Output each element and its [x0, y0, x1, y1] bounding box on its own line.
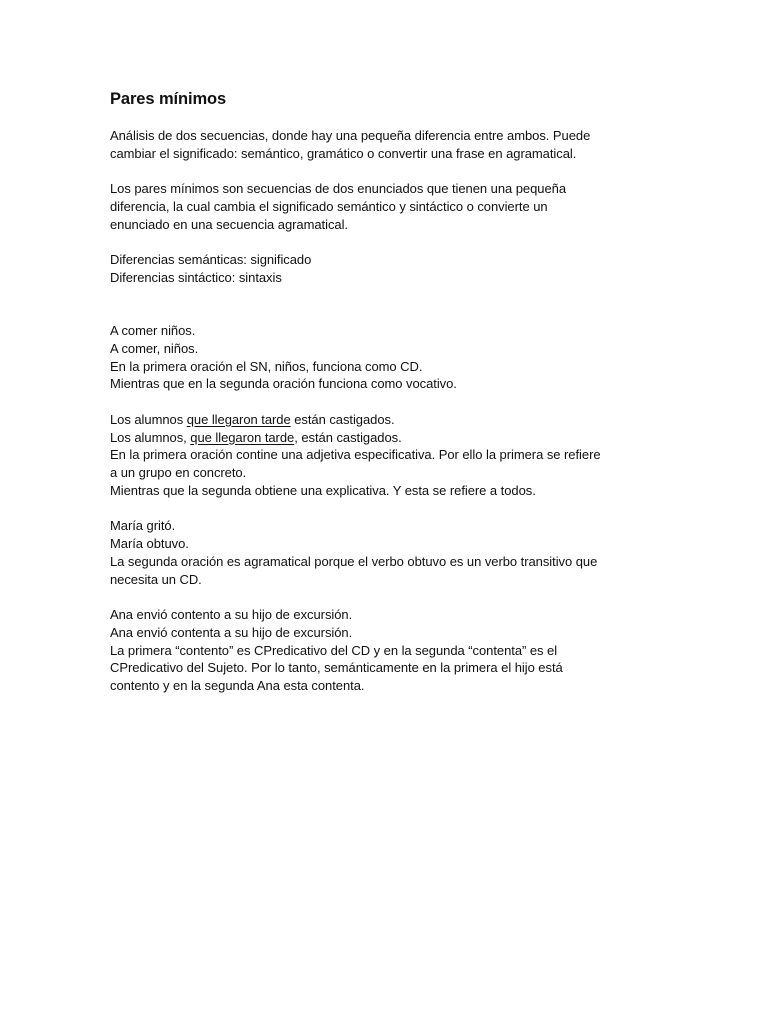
text-line: En la primera oración el SN, niños, funciona como CD. [110, 358, 423, 374]
text-line: CPredicativo del Sujeto. Por lo tanto, semánticamente en la primera el hijo está [110, 660, 563, 676]
text-line [110, 411, 670, 429]
text-segment: Los alumnos [110, 411, 187, 427]
text-segment: , están castigados. [294, 429, 402, 445]
example-4 [110, 606, 670, 695]
text-line: enunciado en una secuencia agramatical. [110, 216, 348, 232]
text-line [110, 429, 670, 447]
definition-paragraph [110, 180, 670, 233]
text-line: En la primera oración contine una adjetiva especificativa. Por ello la primera se refiere [110, 447, 601, 463]
text-segment: Los alumnos, [110, 429, 191, 445]
text-line: Ana envió contento a su hijo de excursión. [110, 606, 353, 622]
document-page [110, 88, 670, 712]
text-line: Mientras que la segunda obtiene una explicativa. Y esta se refiere a todos. [110, 482, 536, 498]
text-line: diferencia, la cual cambia el significado semántico y sintáctico o convierte un [110, 198, 548, 214]
text-line: Mientras que en la segunda oración funciona como vocativo. [110, 376, 457, 392]
differences-paragraph [110, 251, 670, 287]
text-line: Los pares mínimos son secuencias de dos enunciados que tienen una pequeña [110, 181, 567, 197]
text-line: La primera “contento” es CPredicativo del CD y en la segunda “contenta” es el [110, 642, 558, 658]
example-1 [110, 322, 670, 393]
text-line: A comer niños. [110, 323, 196, 339]
text-line: cambiar el significado: semántico, gramático o convertir una frase en agramatical. [110, 145, 577, 161]
text-line: a un grupo en concreto. [110, 465, 247, 481]
intro-paragraph [110, 127, 670, 163]
example-2 [110, 411, 670, 500]
text-line: Diferencias sintáctico: sintaxis [110, 269, 282, 285]
text-segment: están castigados. [290, 411, 395, 427]
text-line: contento y en la segunda Ana esta contenta. [110, 678, 365, 694]
text-line: Diferencias semánticas: significado [110, 251, 312, 267]
example-3 [110, 517, 670, 588]
text-line: A comer, niños. [110, 340, 199, 356]
text-line: La segunda oración es agramatical porque el verbo obtuvo es un verbo transitivo que [110, 553, 598, 569]
document-title: Pares mínimos [110, 90, 227, 108]
text-line: María obtuvo. [110, 536, 189, 552]
text-line: María gritó. [110, 518, 176, 534]
text-line: necesita un CD. [110, 571, 202, 587]
text-line: Ana envió contenta a su hijo de excursión. [110, 624, 353, 640]
text-line: Análisis de dos secuencias, donde hay una pequeña diferencia entre ambos. Puede [110, 128, 591, 143]
underlined-clause: que llegaron tarde [190, 429, 295, 445]
underlined-clause: que llegaron tarde [186, 411, 291, 427]
